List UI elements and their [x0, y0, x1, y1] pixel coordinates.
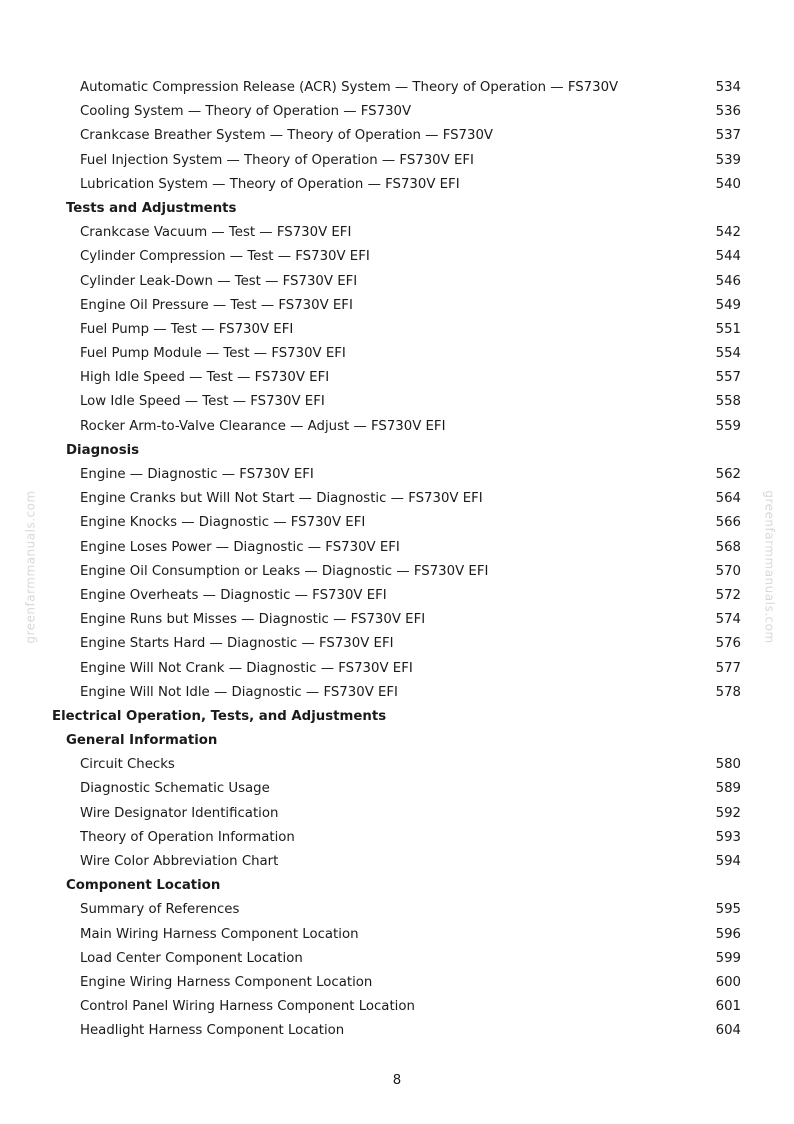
toc-entry[interactable]: [0, 850, 794, 874]
toc-entry-page-number: 536: [715, 104, 741, 120]
toc-entry-page-number: 572: [715, 587, 741, 603]
toc-section-heading: [0, 197, 794, 221]
section-heading-label: General Information: [66, 733, 218, 749]
toc-entry-label: High Idle Speed — Test — FS730V EFI: [80, 370, 330, 386]
toc-entry-page-number: 566: [715, 515, 741, 531]
toc-entry-label: Wire Color Abbreviation Chart: [80, 854, 279, 869]
toc-entry-page-number: 596: [715, 926, 741, 942]
toc-entry-page-number: 551: [715, 321, 741, 337]
toc-entry-page-number: 537: [715, 128, 741, 144]
toc-entry[interactable]: [0, 366, 794, 390]
toc-entry[interactable]: [0, 294, 794, 318]
toc-entry[interactable]: [0, 826, 794, 850]
toc-entry[interactable]: [0, 124, 794, 148]
toc-entry[interactable]: [0, 536, 794, 560]
toc-entry[interactable]: [0, 342, 794, 366]
toc-entry-label: Engine Will Not Crank — Diagnostic — FS730V EFI: [80, 660, 413, 676]
toc-entry-label: Fuel Injection System — Theory of Operation — FS730V EFI: [80, 152, 474, 168]
toc-entry-page-number: 580: [715, 757, 741, 773]
toc-entry[interactable]: [0, 753, 794, 777]
toc-entry-label: Engine Will Not Idle — Diagnostic — FS730V EFI: [80, 684, 398, 700]
toc-entry-label: Engine — Diagnostic — FS730V EFI: [80, 467, 314, 482]
toc-entry-page-number: 546: [715, 273, 741, 289]
toc-entry[interactable]: [0, 608, 794, 632]
toc-entry[interactable]: [0, 681, 794, 705]
toc-entry-label: Circuit Checks: [80, 757, 175, 773]
toc-entry-page-number: 574: [715, 612, 741, 628]
watermark-right: greenfarmmanuals.com: [762, 490, 777, 644]
toc-entry[interactable]: [0, 802, 794, 826]
toc-entry[interactable]: [0, 560, 794, 584]
toc-entry[interactable]: [0, 971, 794, 995]
section-heading-label: Diagnosis: [66, 442, 140, 458]
toc-entry-page-number: 576: [715, 636, 741, 652]
toc-entry[interactable]: [0, 270, 794, 294]
toc-entry[interactable]: [0, 584, 794, 608]
toc-entry-page-number: 559: [715, 418, 741, 434]
table-of-contents: [0, 76, 794, 1044]
toc-entry-page-number: 562: [715, 467, 741, 482]
section-heading-label: Electrical Operation, Tests, and Adjustments: [52, 708, 387, 724]
toc-entry-page-number: 604: [715, 1023, 741, 1039]
toc-entry-page-number: 539: [715, 152, 741, 168]
toc-entry[interactable]: [0, 221, 794, 245]
toc-entry[interactable]: [0, 923, 794, 947]
toc-entry[interactable]: [0, 657, 794, 681]
watermark-left: greenfarmmanuals.com: [23, 490, 38, 644]
toc-entry[interactable]: [0, 632, 794, 656]
toc-entry-page-number: 557: [715, 370, 741, 386]
toc-entry-label: Main Wiring Harness Component Location: [80, 926, 359, 942]
toc-entry-page-number: 593: [715, 829, 741, 845]
toc-entry[interactable]: [0, 76, 794, 100]
toc-entry-label: Automatic Compression Release (ACR) System — Theory of Operation — FS730V: [80, 80, 619, 95]
toc-entry[interactable]: [0, 100, 794, 124]
section-heading-label: Tests and Adjustments: [66, 200, 237, 216]
toc-entry-page-number: 549: [715, 297, 741, 313]
toc-section-heading: [0, 705, 794, 729]
toc-entry-page-number: 570: [715, 563, 741, 579]
toc-entry-label: Fuel Pump Module — Test — FS730V EFI: [80, 346, 346, 362]
toc-entry[interactable]: [0, 487, 794, 511]
page-number: 8: [392, 1073, 402, 1088]
toc-entry-label: Engine Oil Consumption or Leaks — Diagnostic — FS730V EFI: [80, 563, 489, 579]
toc-entry-label: Engine Overheats — Diagnostic — FS730V EFI: [80, 587, 387, 603]
toc-entry-label: Cylinder Compression — Test — FS730V EFI: [80, 249, 370, 265]
toc-entry-label: Engine Starts Hard — Diagnostic — FS730V EFI: [80, 636, 394, 652]
toc-entry-page-number: 589: [715, 781, 741, 797]
toc-entry-label: Load Center Component Location: [80, 950, 303, 966]
toc-entry-label: Rocker Arm-to-Valve Clearance — Adjust — FS730V EFI: [80, 418, 446, 434]
toc-entry-label: Cylinder Leak-Down — Test — FS730V EFI: [80, 273, 358, 289]
toc-entry-label: Diagnostic Schematic Usage: [80, 781, 270, 797]
toc-entry-page-number: 594: [715, 854, 741, 869]
toc-entry[interactable]: [0, 318, 794, 342]
toc-entry-label: Engine Cranks but Will Not Start — Diagnostic — FS730V EFI: [80, 491, 483, 507]
toc-section-heading: [0, 729, 794, 753]
toc-entry-label: Crankcase Breather System — Theory of Operation — FS730V: [80, 128, 494, 144]
toc-entry-label: Control Panel Wiring Harness Component Location: [80, 999, 415, 1015]
toc-entry[interactable]: [0, 898, 794, 922]
toc-entry-label: Crankcase Vacuum — Test — FS730V EFI: [80, 225, 352, 241]
toc-entry-page-number: 564: [715, 491, 741, 507]
toc-entry-label: Wire Designator Identification: [80, 805, 279, 821]
toc-section-heading: [0, 439, 794, 463]
toc-entry[interactable]: [0, 995, 794, 1019]
toc-entry-label: Headlight Harness Component Location: [80, 1023, 345, 1039]
toc-entry-label: Engine Loses Power — Diagnostic — FS730V EFI: [80, 539, 400, 555]
toc-entry-label: Fuel Pump — Test — FS730V EFI: [80, 321, 294, 337]
toc-entry-label: Lubrication System — Theory of Operation — FS730V EFI: [80, 176, 460, 192]
toc-entry[interactable]: [0, 463, 794, 487]
toc-entry-page-number: 595: [715, 902, 741, 918]
toc-section-heading: [0, 874, 794, 898]
toc-entry-page-number: 592: [715, 805, 741, 821]
toc-entry-page-number: 558: [715, 394, 741, 410]
toc-entry-page-number: 577: [715, 660, 741, 676]
toc-entry-page-number: 540: [715, 176, 741, 192]
toc-entry-label: Cooling System — Theory of Operation — FS730V: [80, 104, 412, 120]
toc-entry-label: Engine Wiring Harness Component Location: [80, 974, 373, 990]
toc-entry-label: Low Idle Speed — Test — FS730V EFI: [80, 394, 325, 410]
toc-entry[interactable]: [0, 777, 794, 801]
toc-entry-page-number: 534: [715, 80, 741, 95]
toc-entry-page-number: 542: [715, 225, 741, 241]
toc-entry-label: Summary of References: [80, 902, 240, 918]
toc-entry-label: Theory of Operation Information: [80, 829, 295, 845]
toc-entry[interactable]: [0, 245, 794, 269]
toc-entry-page-number: 554: [715, 346, 741, 362]
toc-entry[interactable]: [0, 511, 794, 535]
toc-entry[interactable]: [0, 1019, 794, 1043]
section-heading-label: Component Location: [66, 878, 221, 894]
toc-entry[interactable]: [0, 149, 794, 173]
toc-entry[interactable]: [0, 390, 794, 414]
toc-entry-page-number: 544: [715, 249, 741, 265]
toc-entry-label: Engine Runs but Misses — Diagnostic — FS730V EFI: [80, 612, 426, 628]
toc-entry-page-number: 568: [715, 539, 741, 555]
toc-entry-page-number: 599: [715, 950, 741, 966]
toc-entry-page-number: 600: [715, 974, 741, 990]
toc-entry[interactable]: [0, 947, 794, 971]
toc-entry-label: Engine Oil Pressure — Test — FS730V EFI: [80, 297, 353, 313]
toc-entry[interactable]: [0, 173, 794, 197]
toc-entry[interactable]: [0, 415, 794, 439]
toc-entry-page-number: 601: [715, 999, 741, 1015]
toc-entry-label: Engine Knocks — Diagnostic — FS730V EFI: [80, 515, 366, 531]
toc-entry-page-number: 578: [715, 684, 741, 700]
